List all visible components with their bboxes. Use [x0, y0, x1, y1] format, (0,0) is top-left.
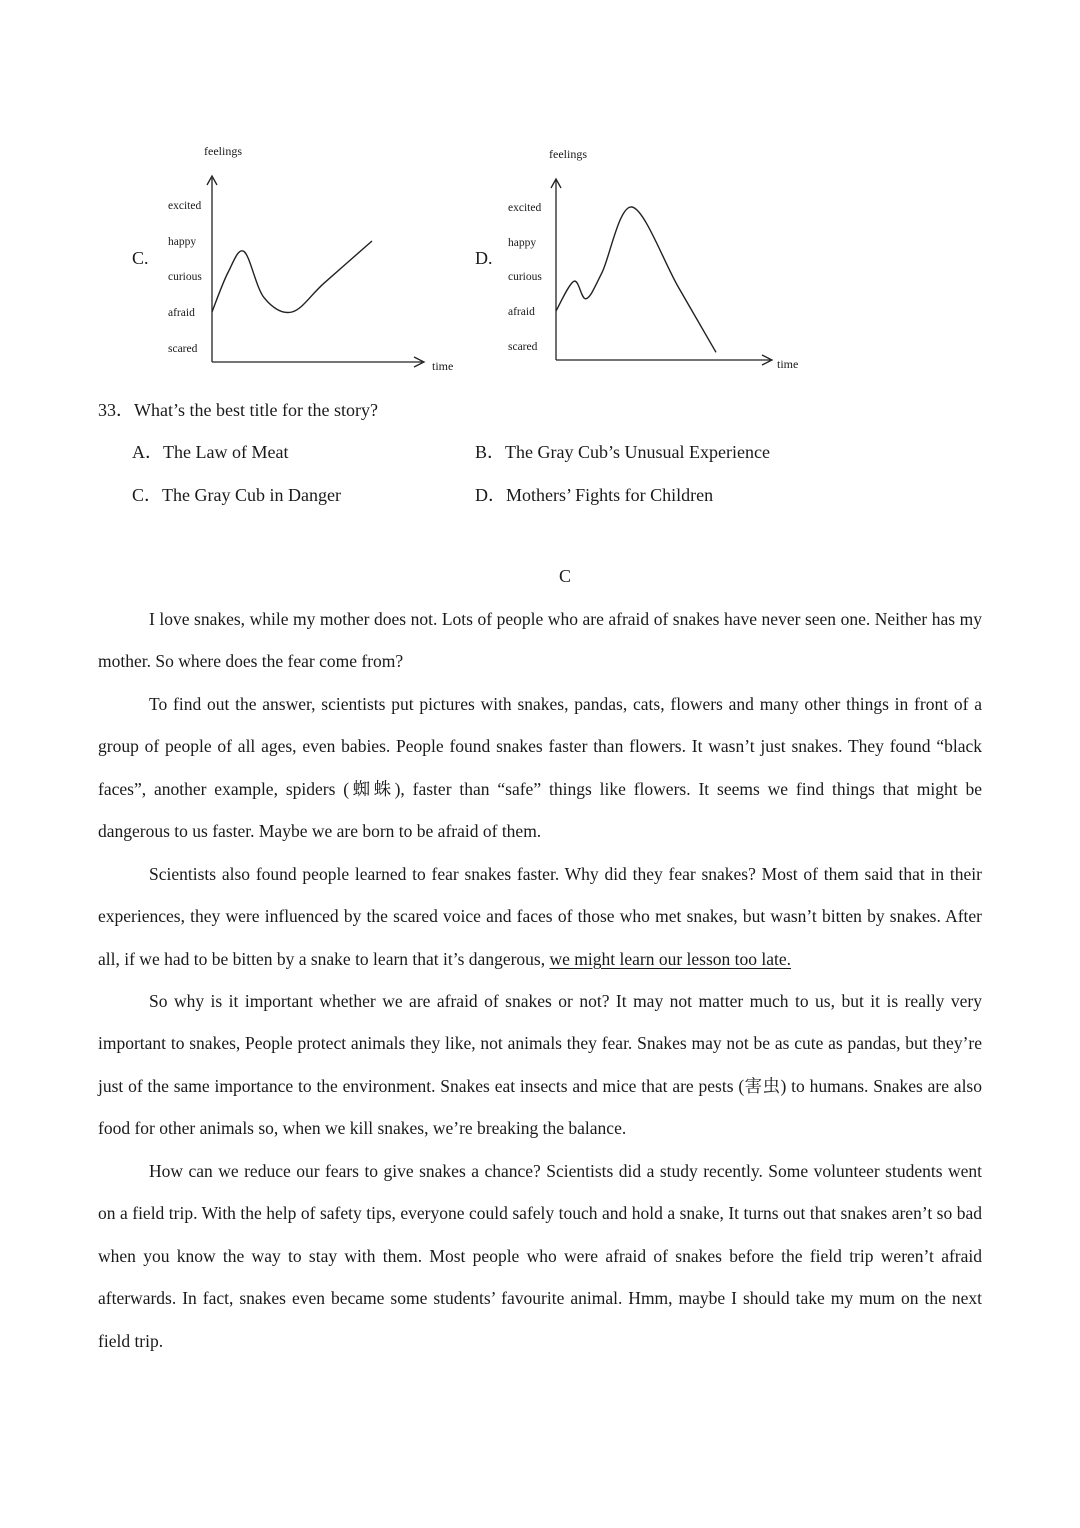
- question-number: 33．: [98, 400, 134, 420]
- level-label-curious: curious: [168, 271, 202, 283]
- level-label-scared: scared: [508, 341, 538, 353]
- option-b[interactable]: [475, 438, 770, 464]
- feeling-curve: [556, 207, 716, 352]
- option-c[interactable]: [132, 481, 341, 507]
- paragraph-3: [98, 853, 982, 980]
- level-label-scared: scared: [168, 343, 198, 355]
- option-letter: A．: [132, 442, 163, 462]
- level-label-curious: curious: [508, 271, 542, 283]
- question-33: [98, 396, 378, 422]
- paragraph-3-text: Scientists also found people learned to fear snakes faster. Why did they fear snakes? Most of them said that in their experiences, they were influenced by the scared voice and faces of those who met snakes, but wasn’t bitten by snakes. After all, if we had to be bitten by a snake to learn that it’s dangerous,: [98, 864, 982, 969]
- option-c-letter: C.: [132, 248, 149, 268]
- option-text: The Gray Cub’s Unusual Experience: [505, 442, 770, 462]
- section-heading: C: [558, 566, 571, 586]
- paragraph-1: I love snakes, while my mother does not. Lots of people who are afraid of snakes have never seen one. Neither has my mother. So where does the fear come from?: [98, 609, 982, 672]
- x-axis-title: time: [777, 357, 799, 371]
- feeling-levels: [508, 202, 542, 353]
- y-axis-title: feelings: [204, 144, 242, 158]
- option-letter: C．: [132, 485, 163, 505]
- level-label-afraid: afraid: [168, 307, 195, 319]
- feeling-levels: [168, 200, 202, 355]
- question-text: What’s the best title for the story?: [134, 400, 378, 420]
- option-letter: B．: [475, 442, 506, 462]
- feeling-curve: [212, 241, 372, 312]
- option-d-letter: D.: [475, 248, 493, 268]
- paragraph-4: So why is it important whether we are afraid of snakes or not? It may not matter much to us, but it is really very important to snakes, People protect animals they like, not animals they fear. Snakes may not be as cute as pandas, but they’re just of the same importance to the environment. Snakes eat insects and mice that are pests (害虫) to humans. Snakes are also food for other animals so, when we kill snakes, we’re breaking the balance.: [98, 991, 982, 1139]
- underlined-sentence: we might learn our lesson too late.: [549, 948, 792, 969]
- level-label-afraid: afraid: [508, 306, 535, 318]
- option-text: The Gray Cub in Danger: [162, 485, 341, 505]
- option-text: Mothers’ Fights for Children: [506, 485, 714, 505]
- level-label-excited: excited: [168, 200, 202, 212]
- y-axis-title: feelings: [549, 147, 587, 161]
- option-letter: D．: [475, 485, 506, 505]
- level-label-happy: happy: [508, 237, 537, 249]
- paragraph-2: To find out the answer, scientists put pictures with snakes, pandas, cats, flowers and many other things in front of a group of people of all ages, even babies. People found snakes faster than flowers. It wasn’t just snakes. They found “black faces”, another example, spiders (蜘蛛), faster than “safe” things like flowers. It seems we find things that might be dangerous to us faster. Maybe we are born to be afraid of them.: [98, 694, 982, 842]
- option-text: The Law of Meat: [163, 442, 289, 462]
- x-axis-title: time: [432, 359, 454, 373]
- option-d[interactable]: [475, 481, 713, 507]
- option-a[interactable]: [132, 438, 288, 464]
- level-label-excited: excited: [508, 202, 542, 214]
- paragraph-5: How can we reduce our fears to give snakes a chance? Scientists did a study recently. Some volunteer students went on a field trip. With the help of safety tips, everyone could safely touch and hold a snake, It turns out that snakes aren’t so bad when you know the way to stay with them. Most people who were afraid of snakes before the field trip weren’t afraid afterwards. In fact, snakes even became some students’ favourite animal. Hmm, maybe I should take my mum on the next field trip.: [98, 1161, 982, 1351]
- level-label-happy: happy: [168, 236, 197, 248]
- chart-d: [500, 140, 800, 380]
- chart-c: [160, 140, 454, 380]
